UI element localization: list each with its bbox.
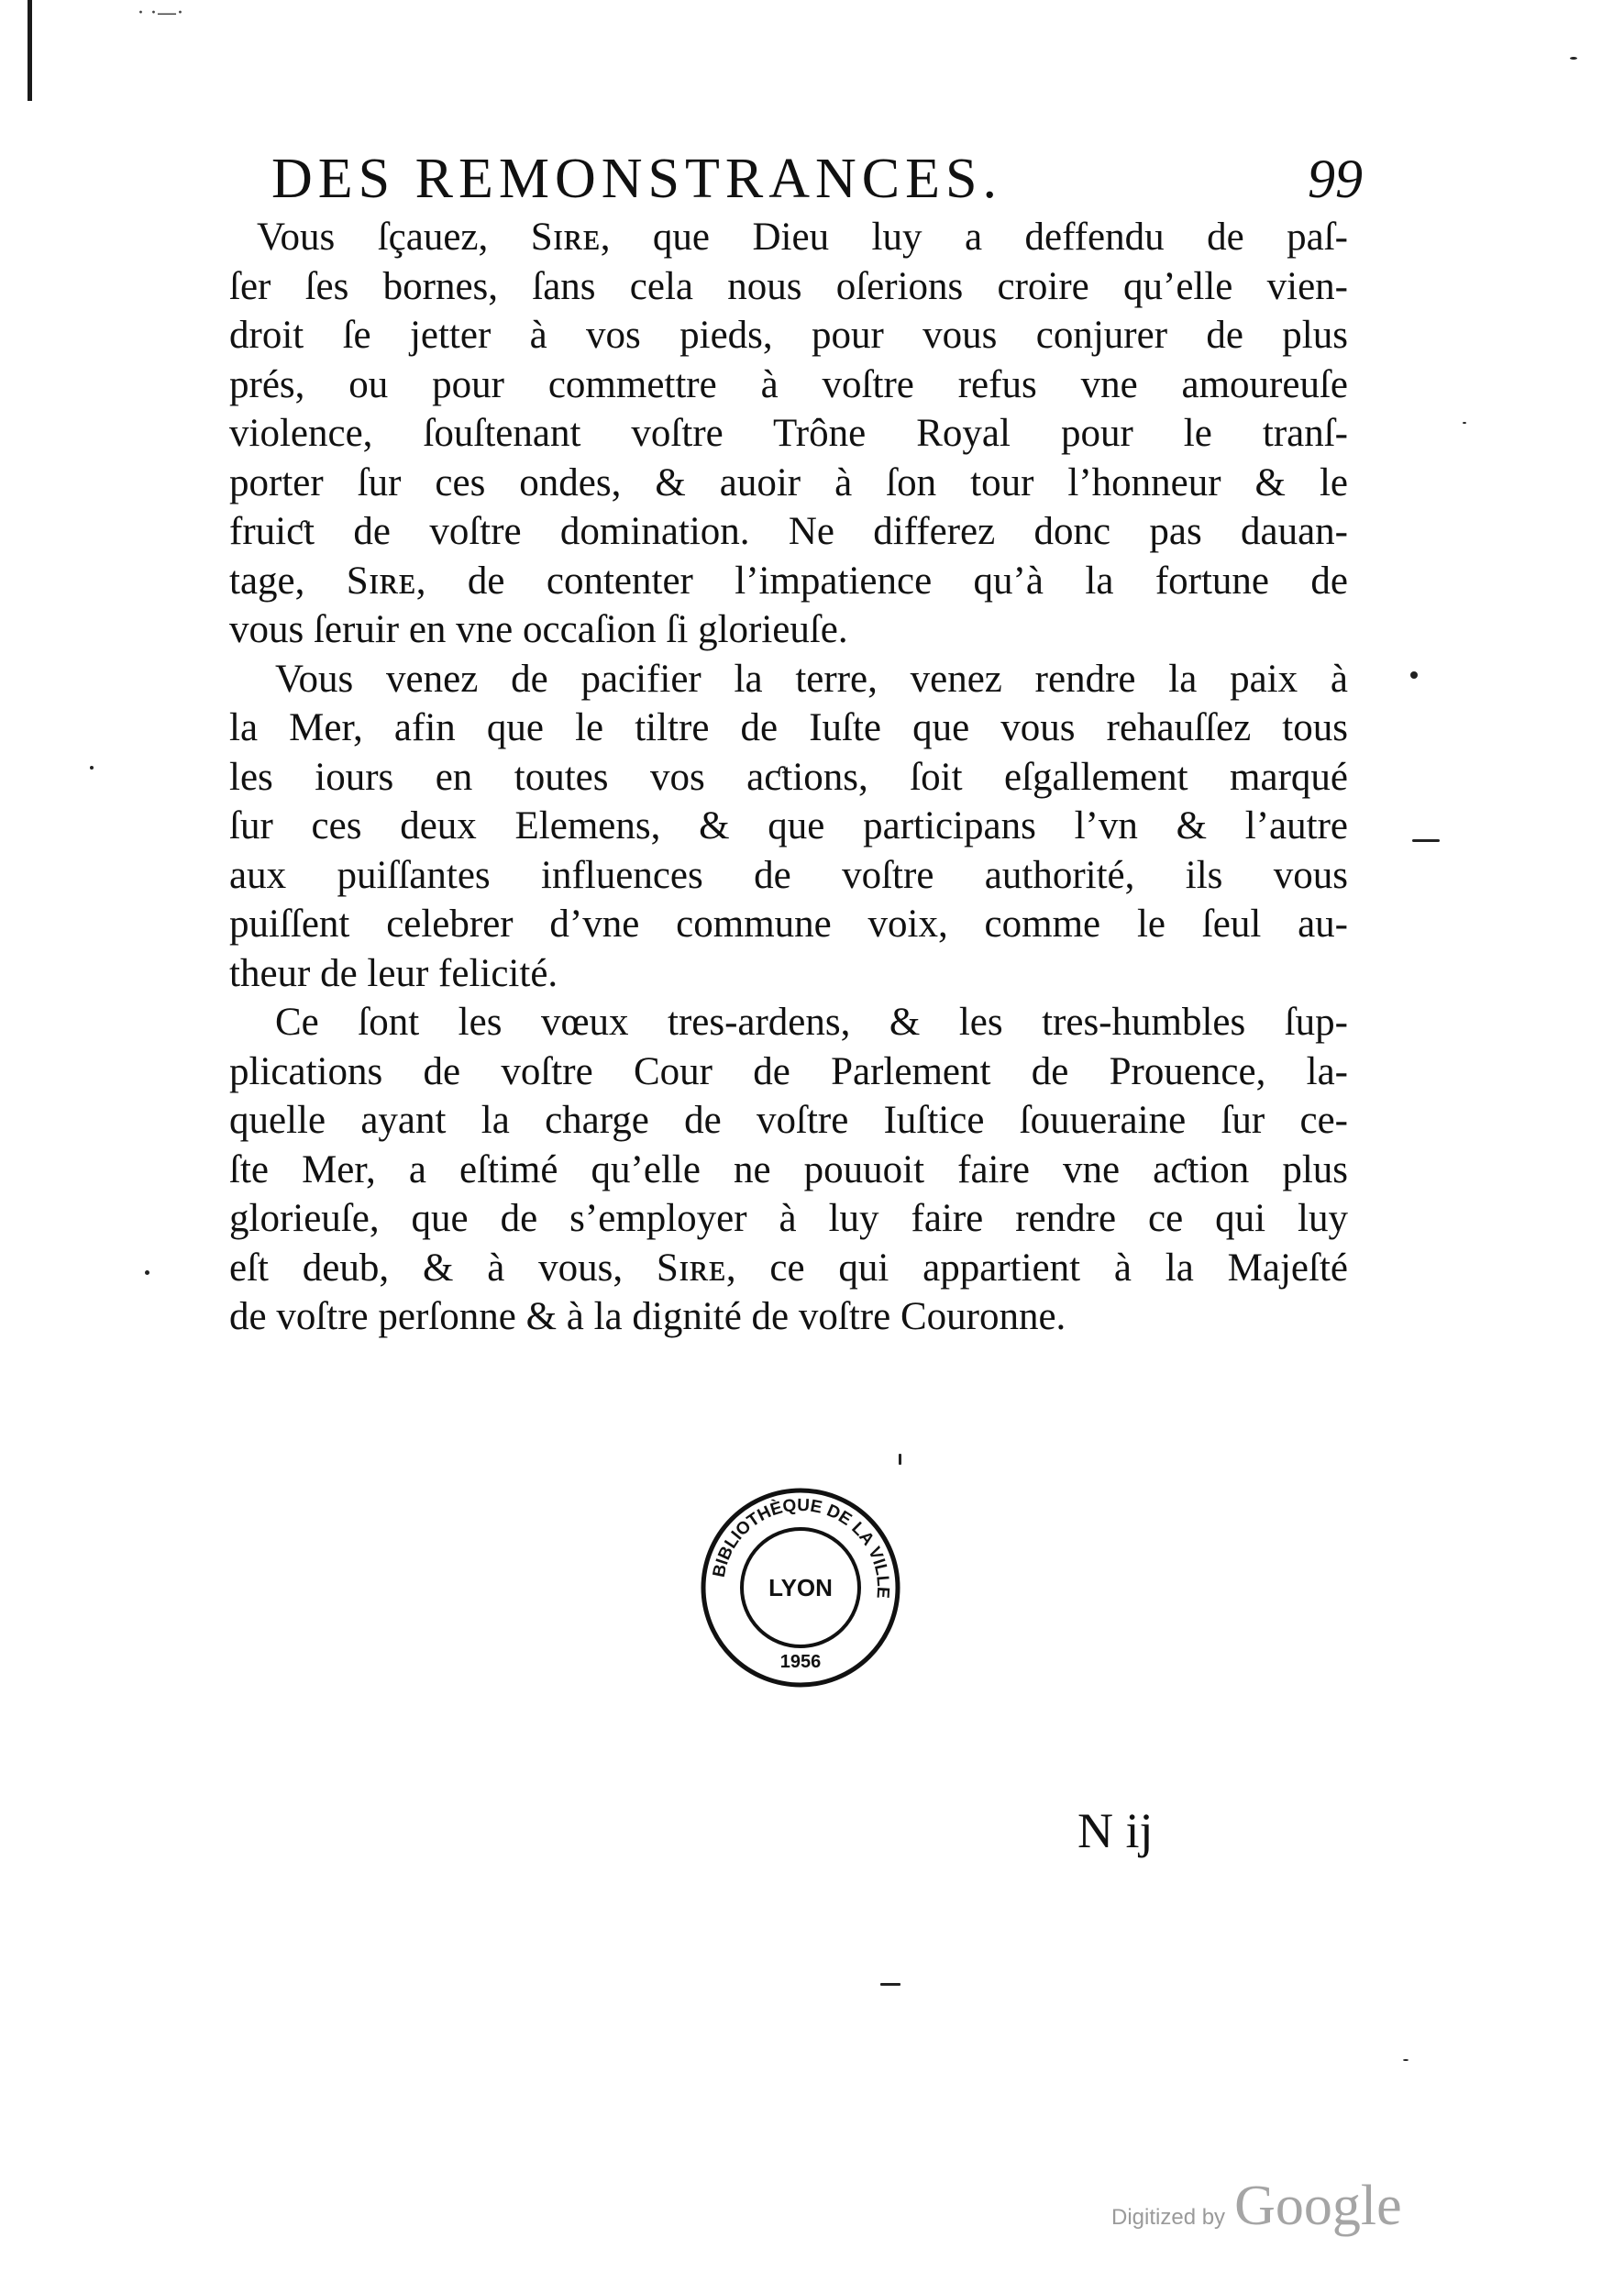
paragraph bbox=[229, 998, 1348, 1342]
text-line: les iours en toutes vos aƈtions, ſoit eſgallement marqué bbox=[229, 755, 1348, 799]
signature-mark: N ij bbox=[1077, 1803, 1154, 1858]
scan-speck bbox=[145, 1270, 149, 1275]
text-line: puiſſent celebrer d’vne commune voix, comme le ſeul au- bbox=[229, 903, 1348, 946]
scan-speck bbox=[1463, 422, 1466, 424]
text-line: prés, ou pour commettre à voſtre refus vne amoureuſe bbox=[229, 362, 1348, 406]
stamp-city: LYON bbox=[768, 1574, 833, 1601]
text-line: Ce ſont les vœux tres-ardens, & les tres-humbles ſup- bbox=[275, 1001, 1348, 1044]
scan-speck bbox=[880, 1983, 900, 1986]
watermark-prefix: Digitized by bbox=[1111, 2205, 1226, 2230]
watermark-brand: Google bbox=[1234, 2175, 1402, 2237]
text-line: droit ſe jetter à vos pieds, pour vous conjurer de plus bbox=[229, 314, 1348, 357]
page-number: 99 bbox=[1308, 149, 1363, 209]
text-line: ſer ſes bornes, ſans cela nous oſerions croire qu’elle vien- bbox=[229, 264, 1348, 308]
scan-speck bbox=[1403, 2059, 1409, 2061]
text-line: theur de leur felicité. bbox=[229, 951, 558, 995]
text-line: porter ſur ces ondes, & auoir à ſon tour l’honneur & le bbox=[229, 460, 1348, 504]
page-header bbox=[271, 138, 1363, 220]
text-line: ſte Mer, a eſtimé qu’elle ne pouuoit faire vne aƈtion plus bbox=[229, 1147, 1348, 1191]
body-text bbox=[229, 213, 1348, 1342]
text-line: fruiƈt de voſtre domination. Ne differez donc pas dauan- bbox=[229, 510, 1348, 553]
text-line: plications de voſtre Cour de Parlement de Prouence, la- bbox=[229, 1049, 1348, 1093]
library-stamp bbox=[699, 1486, 902, 1689]
text-line: tage, Sɪʀᴇ, de contenter l’impatience qu’à la fortune de bbox=[229, 559, 1348, 603]
stamp-ring-text: BIBLIOTHÈQUE DE LA VILLE bbox=[709, 1495, 893, 1600]
paragraph bbox=[229, 655, 1348, 999]
corner-smudge: · ·—· bbox=[138, 2, 183, 25]
text-line: quelle ayant la charge de voſtre Iuſtice ſouueraine ſur ce- bbox=[229, 1099, 1348, 1142]
running-title: DES REMONSTRANCES. bbox=[271, 148, 1002, 210]
text-line: la Mer, afin que le tiltre de Iuſte que vous rehauſſez tous bbox=[229, 706, 1348, 749]
text-line: eſt deub, & à vous, Sɪʀᴇ, ce qui appartient à la Majeſté bbox=[229, 1246, 1348, 1290]
text-line: violence, ſouſtenant voſtre Trône Royal pour le tranſ- bbox=[229, 412, 1348, 455]
text-line: aux puiſſantes influences de voſtre authorité, ils vous bbox=[229, 853, 1348, 897]
scan-speck bbox=[1412, 839, 1440, 842]
scan-speck bbox=[1570, 57, 1577, 60]
text-line: vous ſeruir en vne occaſion ſi glorieuſe. bbox=[229, 608, 848, 651]
page-edge-line bbox=[28, 0, 32, 101]
stamp-year: 1956 bbox=[779, 1652, 822, 1672]
digitized-watermark bbox=[1111, 2174, 1402, 2238]
text-line: Vous venez de pacifier la terre, venez rendre la paix à bbox=[275, 657, 1348, 701]
text-line: ſur ces deux Elemens, & que participans l’vn & l’autre bbox=[229, 804, 1348, 847]
scan-speck bbox=[899, 1454, 901, 1465]
scan-speck bbox=[90, 766, 94, 770]
text-line: Vous ſçauez, Sɪʀᴇ, que Dieu luy a deffendu de paſ- bbox=[257, 216, 1348, 259]
paragraph bbox=[229, 213, 1348, 655]
scan-speck bbox=[1410, 671, 1418, 679]
text-line: glorieuſe, que de s’employer à luy faire rendre ce qui luy bbox=[229, 1197, 1348, 1240]
text-line: de voſtre perſonne & à la dignité de voſtre Couronne. bbox=[229, 1295, 1066, 1338]
